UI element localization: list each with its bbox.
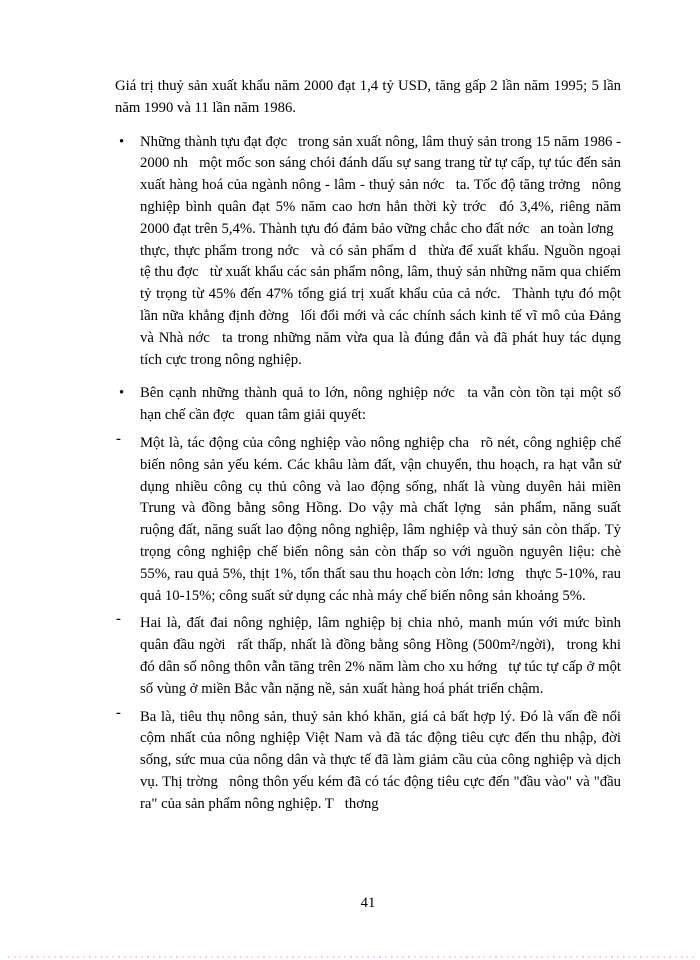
dash-icon: - xyxy=(116,611,121,628)
dash-item-one-industry-impact xyxy=(115,430,621,607)
page-number: 41 xyxy=(360,895,376,911)
bullet-icon: • xyxy=(119,133,125,150)
dash-item-two-land-fragmentation xyxy=(115,613,621,700)
paragraph-text: Giá trị thuỷ sản xuất khẩu năm 2000 đạt 1,4 tỷ USD, tăng gấp 2 lần năm 1995; 5 lần năm 1990 và 11 lần năm 1986. xyxy=(115,78,621,116)
paragraph-text: Một là, tác động của công nghiệp vào nông nghiệp cha rõ nét, công nghiệp chế biến nông sản yếu kém. Các khâu làm đất, vận chuyển, thu hoạch, ra hạt vẫn sử dụng nhiều công cụ thủ công và lao động sống, nhất là vùng duyên hải miền Trung và đồng bằng sông Hồng. Do vậy mà chất lợng sản phẩm, năng suất ruộng đất, năng suất lao động nông nghiệp, lâm nghiệp và thuỷ sản còn thấp. Tỷ trọng công nghiệp chế biến nông sản còn thấp so với nguồn nguyên liệu: chè 55%, rau quả 5%, thịt 1%, tổn thất sau thu hoạch còn lớn: lơng thực 5-10%, rau quả 10-15%; công suất sử dụng các nhà máy chế biến nông sản khoảng 5%. xyxy=(140,434,621,604)
bullet-item-achievements xyxy=(115,132,621,372)
paragraph-text: Hai là, đất đai nông nghiệp, lâm nghiệp bị chia nhỏ, manh mún với mức bình quân đầu ngời rất thấp, nhất là đồng bằng sông Hồng (500m²/ngời), trong khi đó dân số nông thôn vẫn tăng trên 2% năm làm cho xu hớng tự túc tự cấp ở một số vùng ở miền Bắc vẫn nặng nề, sản xuất hàng hoá phát triển chậm. xyxy=(140,615,621,697)
paragraph-seafood-export-value xyxy=(115,76,621,120)
dash-icon: - xyxy=(116,704,121,721)
paragraph-text: Những thành tựu đạt đợc trong sản xuất nông, lâm thuỷ sản trong 15 năm 1986 - 2000 nh một mốc son sáng chói đánh dấu sự sang trang từ tự cấp, tự túc đến sản xuất hàng hoá của ngành nông - lâm - thuỷ sản nớc ta. Tốc độ tăng trởng nông nghiệp bình quân đạt 5% năm cao hơn hẳn thời kỳ trớc đó 3,4%, riêng năm 2000 đạt trên 5,4%. Thành tựu đó đảm bảo vững chắc cho đất nớc an toàn lơng thực, thực phẩm trong nớc và có sản phẩm d thừa để xuất khẩu. Nguồn ngoại tệ thu đợc từ xuất khẩu các sản phẩm nông, lâm, thuỷ sản những năm qua chiếm tỷ trọng từ 45% đến 47% tổng giá trị xuất khẩu của cả nớc. Thành tựu đó một lần nữa khẳng định đờng lối đổi mới và các chính sách kinh tế vĩ mô của Đảng và Nhà nớc ta trong những năm vừa qua là đúng đắn và đã phát huy tác dụng tích cực trong nông nghiệp. xyxy=(140,133,621,368)
page-content xyxy=(115,76,621,822)
dash-icon: - xyxy=(116,430,121,447)
paragraph-text: Bên cạnh những thành quả to lớn, nông nghiệp nớc ta vẫn còn tồn tại một số hạn chế cần đợc quan tâm giải quyết: xyxy=(140,385,621,424)
bullet-icon: • xyxy=(119,385,125,402)
bullet-item-limitations-intro xyxy=(115,383,621,427)
dash-item-three-consumption-difficulty xyxy=(115,704,621,816)
bottom-dotted-line xyxy=(8,956,694,958)
paragraph-text: Ba là, tiêu thụ nông sản, thuỷ sản khó khăn, giá cả bất hợp lý. Đó là vấn đề nổi cộm nhất của nông nghiệp Việt Nam và đã tác động tiêu cực đến thu nhập, đời sống, sức mua của nông dân và thực tế đã làm giảm cầu của công nghiệp và dịch vụ. Thị trờng nông thôn yếu kém đã có tác động tiêu cực đến "đầu vào" và "đầu ra" của sản phẩm nông nghiệp. T thơng xyxy=(140,708,621,812)
